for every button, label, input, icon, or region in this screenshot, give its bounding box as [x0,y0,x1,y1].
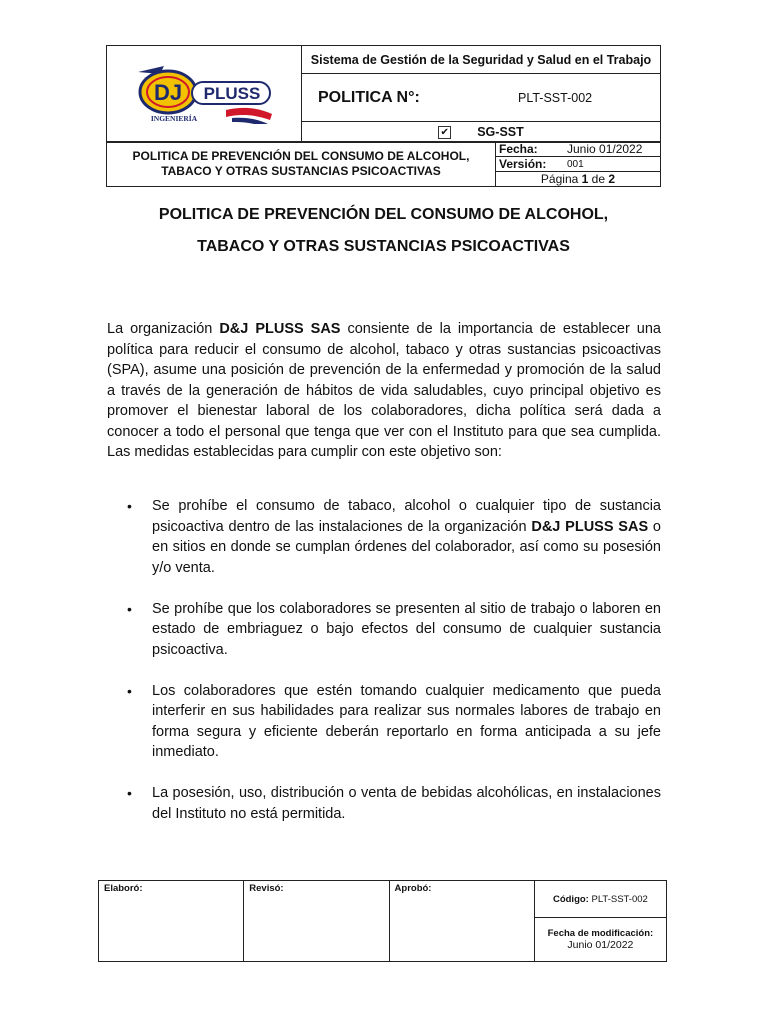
codigo-cell [534,881,666,918]
page-title-line2: TABACO Y OTRAS SUSTANCIAS PSICOACTIVAS [197,238,570,255]
codigo-value: PLT-SST-002 [591,893,648,905]
bullet-icon: • [127,682,132,699]
fecha-value: Junio 01/2022 [561,142,661,157]
policy-label: POLITICA N°: [318,88,420,106]
document-header-table [106,45,661,143]
reviso-cell: Revisó: [244,881,389,962]
intro-paragraph: La organización D&J PLUSS SAS consiente de la importancia de establecer una política para reducir el consumo de alcohol, tabaco y otras sustancias psicoactivas (SPA), asume una posición de prevención de la enfermedad y promoción de la salud a través de la generación de hábitos de vida saludables, cuyo principal objetivo es promover el bienestar laboral de los colaboradores, dicha política será dada a conocer a todo el personal que tenga que ver con el Instituto para que sea cumplida. Las medidas establecidas para cumplir con este objetivo son: [107,321,661,460]
codigo-label: Código: [552,893,589,905]
bullet-icon: • [127,600,132,617]
fecha-modificacion-cell [534,918,666,962]
system-title: Sistema de Gestión de la Seguridad y Salud en el Trabajo [302,46,661,74]
header-doc-title [107,142,496,187]
sg-sst-cell [302,122,661,143]
list-item: • La posesión, uso, distribución o venta de bebidas alcohólicas, en instalaciones del Instituto no está permitida. [127,785,661,822]
bullet-icon: • [127,785,132,801]
page-indicator: Página 1 de 2 [496,172,661,187]
checkbox-icon: ✔ [438,126,451,139]
version-value: 001 [561,157,661,172]
elaboro-cell: Elaboró: [99,881,244,962]
list-item: • Los colaboradores que estén tomando cualquier medicamento que pueda interferir en sus habilidades para realizar sus normales labores de trabajo en forma segura y eficiente deberán reportarlo en forma anticipada a su jefe inmediato. [127,682,661,760]
logo-cell [107,46,302,143]
fecha-mod-label: Fecha de modificación: [547,928,654,940]
approval-footer-table [98,880,667,962]
sg-sst-label: SG-SST [477,124,524,139]
policy-code: PLT-SST-002 [518,90,593,105]
fecha-mod-value: Junio 01/2022 [567,939,634,952]
company-logo [134,62,274,126]
header-doc-title-line2: TABACO Y OTRAS SUSTANCIAS PSICOACTIVAS [161,164,441,178]
company-name: D&J PLUSS SAS [219,321,341,337]
measures-list [107,496,661,845]
bullet-icon: • [127,498,132,514]
list-item: • Se prohíbe que los colaboradores se presenten al sitio de trabajo o laboren en estado de embriaguez o bajo efectos del consumo de cualquier sustancia psicoactiva. [127,600,661,658]
logo-dj-text: DJ [153,80,183,105]
page-title-line1: POLITICA DE PREVENCIÓN DEL CONSUMO DE ALCOHOL, [158,206,609,223]
list-item: • Se prohíbe el consumo de tabaco, alcohol o cualquier tipo de sustancia psicoactiva dentro de las instalaciones de la organización D&J PLUSS SAS o en sitios en donde se cumplan órdenes del colaborador, así como su posesión y/o venta. [127,498,661,576]
policy-number-cell [302,74,661,122]
logo-ingenieria-text: INGENIERÍA [150,114,198,123]
fecha-label: Fecha: [496,142,562,157]
document-meta-table [106,141,661,187]
company-name: D&J PLUSS SAS [531,518,649,535]
aprobo-cell: Aprobó: [389,881,534,962]
header-doc-title-line1: POLITICA DE PREVENCIÓN DEL CONSUMO DE ALCOHOL, [132,149,470,163]
logo-pluss-text: PLUSS [203,84,261,103]
logo-graphic [134,62,274,126]
version-label: Versión: [496,157,562,172]
